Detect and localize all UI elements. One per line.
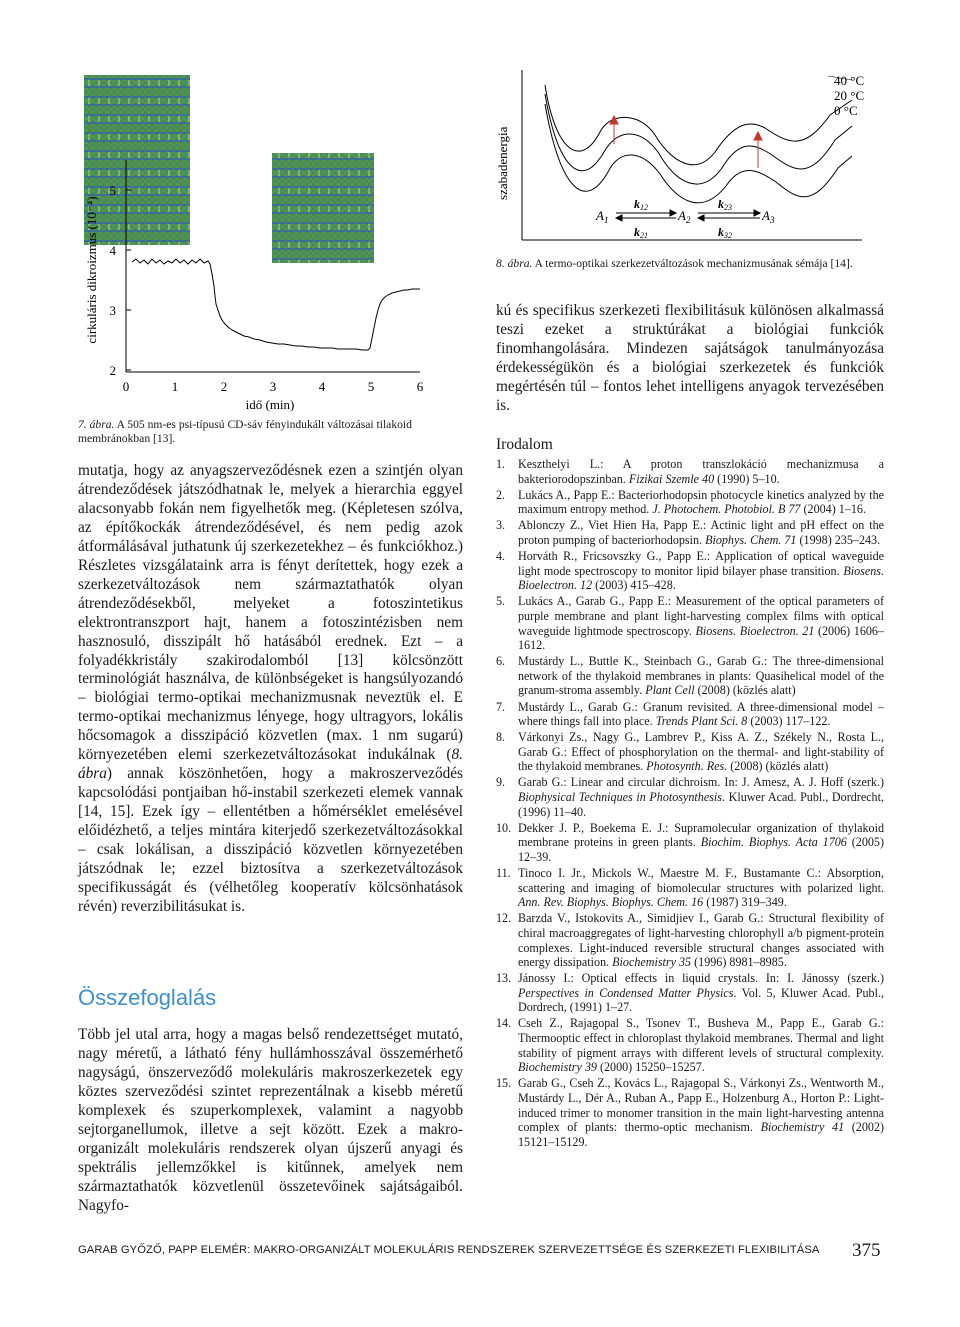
reference-details: (1998) 235–243. xyxy=(796,532,881,547)
reference-text: Várkonyi Zs., Nagy G., Lambrev P., Kiss A. Z., Székely N., Rosta L., Garab G.: Effect of phosphorylation on the thermal- and light-stability of the thylakoid membranes. xyxy=(518,730,884,774)
x-tick: 1 xyxy=(171,379,179,394)
reference-number: 10. xyxy=(496,820,512,835)
reference-text: Ablonczy Z., Viet Hien Ha, Papp E.: Actinic light and pH effect on the proton pumping of bacteriorhodopsin. xyxy=(518,518,884,547)
reference-details: (1990) 5–10. xyxy=(714,471,780,486)
reference-number: 8. xyxy=(496,730,506,745)
rate-label: k32 xyxy=(718,225,732,240)
reference-number: 15. xyxy=(496,1076,512,1091)
reference-item xyxy=(496,518,884,547)
reference-text: Horváth R., Fricsovszky G., Papp E.: Application of optical waveguide light mode spectroscopy to monitor lipid bilayer phase transition. xyxy=(518,549,884,578)
paragraph-text: mutatja, hogy az anyagszerveződésnek ezen a szintjén olyan átrendeződések játszódhatnak le, melyek a hierarchia eggyel alacsonyabb fokán nem figyelhetők meg. (Képletesen szólva, az építőkockák átrendeződésével, és nem pedig azok átformálásával juthatunk új szerkezetekhez – és funkciókhoz.) Részletes vizsgálataink arra is fényt derítettek, hogy ezek a szerkezetváltozások nem származtathatók olyan átrendeződésekből, melyeket a fotoszintetikus elektrontranszport hajt, hanem a fotoszintézisben nem hasznosuló, disszipált hő hatásából erednek. Ezt – a folyadékkristály szakirodalomból [13] kölcsönzött terminológiát használva, de különbségeket is hangsúlyozandó – biológiai termo-optikai mechanizmusnak neveztük el. E termo-optikai mechanizmus lényege, hogy ultragyors, lokális hőcsomagok a disszipáció közvetlen (max. 1 nm sugarú) környezetében elemi szerkezetváltozásokat indukálnak ( xyxy=(78,462,463,764)
y-tick: 5 xyxy=(109,183,116,198)
reference-item xyxy=(496,1076,884,1149)
left-column-body xyxy=(78,462,463,917)
reference-number: 1. xyxy=(496,457,506,471)
state-label: $A_2$ xyxy=(678,208,691,225)
reference-item xyxy=(496,549,884,593)
caption-text: A 505 nm-es psi-típusú CD-sáv fényindukált változásai tilakoid membránokban [13]. xyxy=(78,418,412,445)
x-tick: 2 xyxy=(220,379,228,394)
reference-list xyxy=(496,457,884,1151)
reference-number: 12. xyxy=(496,911,512,926)
reference-text: Garab G., Cseh Z., Kovács L., Rajagopal S., Várkonyi Zs., Wentworth M., Mustárdy L., Dér A., Ruban A., Papp E., Holzenburg A., Horton P.: Light-induced trimer to monomer transition in the main light-harvesting antenna complex of plants: thermo-optic mechanism. xyxy=(518,1076,884,1135)
reference-number: 2. xyxy=(496,487,506,502)
reference-number: 6. xyxy=(496,654,506,669)
reference-item xyxy=(496,488,884,517)
y-tick: 2 xyxy=(109,363,116,378)
reference-item xyxy=(496,730,884,774)
cd-trace xyxy=(132,259,420,350)
membrane-stack-pattern xyxy=(84,75,190,245)
figure8-caption xyxy=(496,257,884,271)
reference-text: Mustárdy L., Buttle K., Steinbach G., Garab G.: The three-dimensional network of the thylakoid membranes in plants: Quasihelical model of the granum-stroma assembly. xyxy=(518,654,884,698)
y-axis-label: cirkuláris dikroizmus (10⁻⁴) xyxy=(84,196,99,344)
y-tick: 3 xyxy=(109,303,116,318)
reference-details: (2006) 1606–1612. xyxy=(518,623,885,653)
reference-details: . Kluwer Acad. Publ., Dordrecht, (1996) 11–40. xyxy=(518,790,884,819)
reference-text: Keszthelyi L.: A proton transzlokáció mechanizmusa a bakteriorodopszinban. xyxy=(518,457,884,486)
reference-source: Biosens. Bioelectron. 21 xyxy=(695,623,815,638)
reference-details: (2002) 15121–15129. xyxy=(518,1120,884,1149)
paragraph xyxy=(78,462,463,917)
reference-number: 7. xyxy=(496,699,506,714)
reference-source: Ann. Rev. Biophys. Biophys. Chem. 16 xyxy=(518,895,704,910)
reference-item xyxy=(496,457,884,486)
y-axis-label: szabadenergia xyxy=(495,126,510,200)
reference-number: 4. xyxy=(496,549,506,564)
reference-item xyxy=(496,911,884,969)
figure7-caption xyxy=(78,418,463,446)
reference-source: Biochim. Biophys. Acta 1706 xyxy=(700,835,847,850)
caption-label: 8. ábra. xyxy=(496,257,533,270)
energy-curve-40 xyxy=(545,85,852,165)
x-tick: 5 xyxy=(367,379,375,394)
running-title: GARAB GYŐZŐ, PAPP ELEMÉR: MAKRO-ORGANIZÁLT MOLEKULÁRIS RENDSZEREK SZERVEZETTSÉGE ÉS SZERKEZETI FLEXIBILITÁSA xyxy=(78,1244,820,1256)
reference-text: Jánossy I.: Optical effects in liquid crystals. In: I. Jánossy (szerk.) xyxy=(518,971,884,986)
x-tick: 6 xyxy=(416,379,424,394)
reference-source: Biophysical Techniques in Photosynthesis xyxy=(518,790,722,805)
paragraph-text: ) annak köszönhetően, hogy a makroszerveződés kapcsolódási pontjaiban hő-instabil szerkezeti elemek vannak [14, 15]. Ezek így – ellentétben a hőmérséklet emelésével előidézhető, a teljes mintára kiterjedő szerkezetváltozásokkal – csak lokálisan, a disszipáció közvetlen környezetében játszódnak le; ezzel biztosítva a szerkezetváltozások specifikusságát és (vélhetőleg kooperatív kölcsönhatások révén) reverzibilitásukat is. xyxy=(78,765,463,915)
energy-curve-0 xyxy=(545,104,852,203)
rate-label: k12 xyxy=(634,197,648,212)
reference-item xyxy=(496,866,884,910)
reference-text: Mustárdy L., Garab G.: Granum revisited. A three-dimensional model – where things fall into place. xyxy=(518,699,884,729)
reference-source: Plant Cell xyxy=(645,683,695,698)
reference-details: (2008) (közlés alatt) xyxy=(727,759,829,774)
figure7-chart xyxy=(74,60,444,420)
temp-label: 20 °C xyxy=(834,88,865,103)
section-heading: Összefoglalás xyxy=(78,985,217,1010)
x-tick: 3 xyxy=(269,379,277,394)
reference-text: Tinoco I. Jr., Mickols W., Maestre M. F., Bustamante C.: Absorption, scattering and imaging of biomolecular structures with polarized light. xyxy=(518,866,884,895)
reference-number: 3. xyxy=(496,518,506,533)
reference-text: Garab G.: Linear and circular dichroism. In: J. Amesz, A. J. Hoff (szerk.) xyxy=(518,775,884,790)
energy-curve-20 xyxy=(545,94,852,184)
reference-source: Trends Plant Sci. 8 xyxy=(655,714,748,729)
rate-label: k21 xyxy=(634,225,648,240)
state-label: $A_3$ xyxy=(762,208,775,225)
reference-source: Biophys. Chem. 71 xyxy=(705,532,797,547)
page-number: 375 xyxy=(852,1240,881,1261)
reference-text: Barzda V., Istokovits A., Simidjiev I., Garab G.: Structural flexibility of chiral macroaggregates of light-harvesting chlorophyll a/b pigment-protein complexes. Light-induced reversible structural changes associated with energy dissipation. xyxy=(518,911,884,970)
x-axis-label: idő (min) xyxy=(245,397,295,412)
temp-label: 0 °C xyxy=(834,103,858,118)
y-tick: 4 xyxy=(109,243,116,258)
reference-item xyxy=(496,654,884,698)
reference-source: Perspectives in Condensed Matter Physics xyxy=(518,985,734,1000)
reference-item xyxy=(496,971,884,1015)
caption-label: 7. ábra. xyxy=(78,418,115,431)
reference-details: (2003) 117–122. xyxy=(747,714,831,729)
reference-source: Biochemistry 39 xyxy=(518,1060,597,1075)
reference-text: Lukács A., Garab G., Papp E.: Measurement of the optical parameters of purple membrane and plant light-harvesting complex films with optical waveguide lightmode spectroscopy. xyxy=(518,594,884,638)
reference-number: 11. xyxy=(496,866,511,881)
reference-details: (2004) 1–16. xyxy=(800,502,866,517)
reference-item xyxy=(496,700,884,729)
temp-label: 40 °C xyxy=(834,73,865,88)
reference-number: 14. xyxy=(496,1016,512,1031)
reference-text: Dekker J. P., Boekema E. J.: Supramolecular organization of thylakoid membrane proteins in green plants. xyxy=(518,820,884,850)
reference-item xyxy=(496,594,884,652)
reference-item xyxy=(496,775,884,819)
rate-label: k23 xyxy=(718,197,732,212)
reference-text: Lukács A., Papp E.: Bacteriorhodopsin photocycle kinetics analyzed by the maximum entropy method. xyxy=(518,487,884,517)
reference-source: Biosens. Bioelectron. 12 xyxy=(518,563,884,593)
state-label: $A_1$ xyxy=(596,208,609,225)
reference-details: (2003) 415–428. xyxy=(592,578,676,593)
reference-source: Fizikai Szemle 40 xyxy=(628,471,715,486)
reference-item xyxy=(496,821,884,865)
references-heading: Irodalom xyxy=(496,436,553,453)
right-column-body xyxy=(496,302,884,416)
figure8-diagram xyxy=(490,60,890,260)
x-tick: 4 xyxy=(318,379,326,394)
reference-text: Cseh Z., Rajagopal S., Tsonev T., Busheva M., Papp E., Garab G.: Thermooptic effect in chloroplast thylakoid membranes. Thermal and light stability of pigment arrays with different levels of structural complexity. xyxy=(518,1016,884,1060)
arrow-up-icon xyxy=(754,132,762,168)
reference-details: (1987) 319–349. xyxy=(703,895,787,910)
figure-reference: 8. ábra xyxy=(78,746,463,783)
membrane-stack-pattern xyxy=(272,153,374,263)
reference-details: . Vol. 5, Kluwer Acad. Publ., Dordrech, (1991) 1–27. xyxy=(518,985,884,1015)
paragraph: Több jel utal arra, hogy a magas belső rendezettséget mutató, nagy méretű, a látható fény hullámhosszával összemérhető nagyságú, önszerveződő molekuláris makroszerkezetek egy köztes szerveződési szintet reprezentálnak a kisebb méretű komplexek és szuperkomplexek, valamint a nagyobb sejtorganellumok, illetve a sejt között. Ezek a makro-organizált molekuláris rendszerek olyan újszerű anyagi és spektrális jellemzőkkel is kitűnnek, amelyek nem származtathatók közvetlenül összetevőinek sajátságaiból. Nagyfo- xyxy=(78,1026,463,1214)
reference-number: 13. xyxy=(496,971,512,986)
reference-source: Photosynth. Res. xyxy=(646,759,728,774)
caption-text: A termo-optikai szerkezetváltozások mechanizmusának sémája [14]. xyxy=(532,257,853,270)
reference-number: 5. xyxy=(496,594,506,609)
left-column-summary xyxy=(78,1026,463,1216)
paragraph: kú és specifikus szerkezeti flexibilitásuk különösen alkalmassá teszi ezeket a struktúrákat a biológiai funkciók finomhangolására. Mindezen sajátságok tanulmányozása érdekességükön és a biológiai szerkezetek és funkciók megértésén túl – fontos lehet intelligens anyagok tervezésében is. xyxy=(496,302,884,414)
reference-details: (1996) 8981–8985. xyxy=(691,955,787,970)
x-tick: 0 xyxy=(122,379,130,394)
reference-number: 9. xyxy=(496,775,506,790)
reference-details: (2005) 12–39. xyxy=(518,835,885,864)
reference-item xyxy=(496,1016,884,1074)
reference-source: J. Photochem. Photobiol. B 77 xyxy=(652,502,801,517)
reference-details: (2008) (közlés alatt) xyxy=(694,683,796,698)
reference-source: Biochemistry 35 xyxy=(612,955,692,970)
reference-source: Biochemistry 41 xyxy=(760,1120,845,1135)
reference-details: (2000) 15250–15257. xyxy=(596,1060,705,1075)
